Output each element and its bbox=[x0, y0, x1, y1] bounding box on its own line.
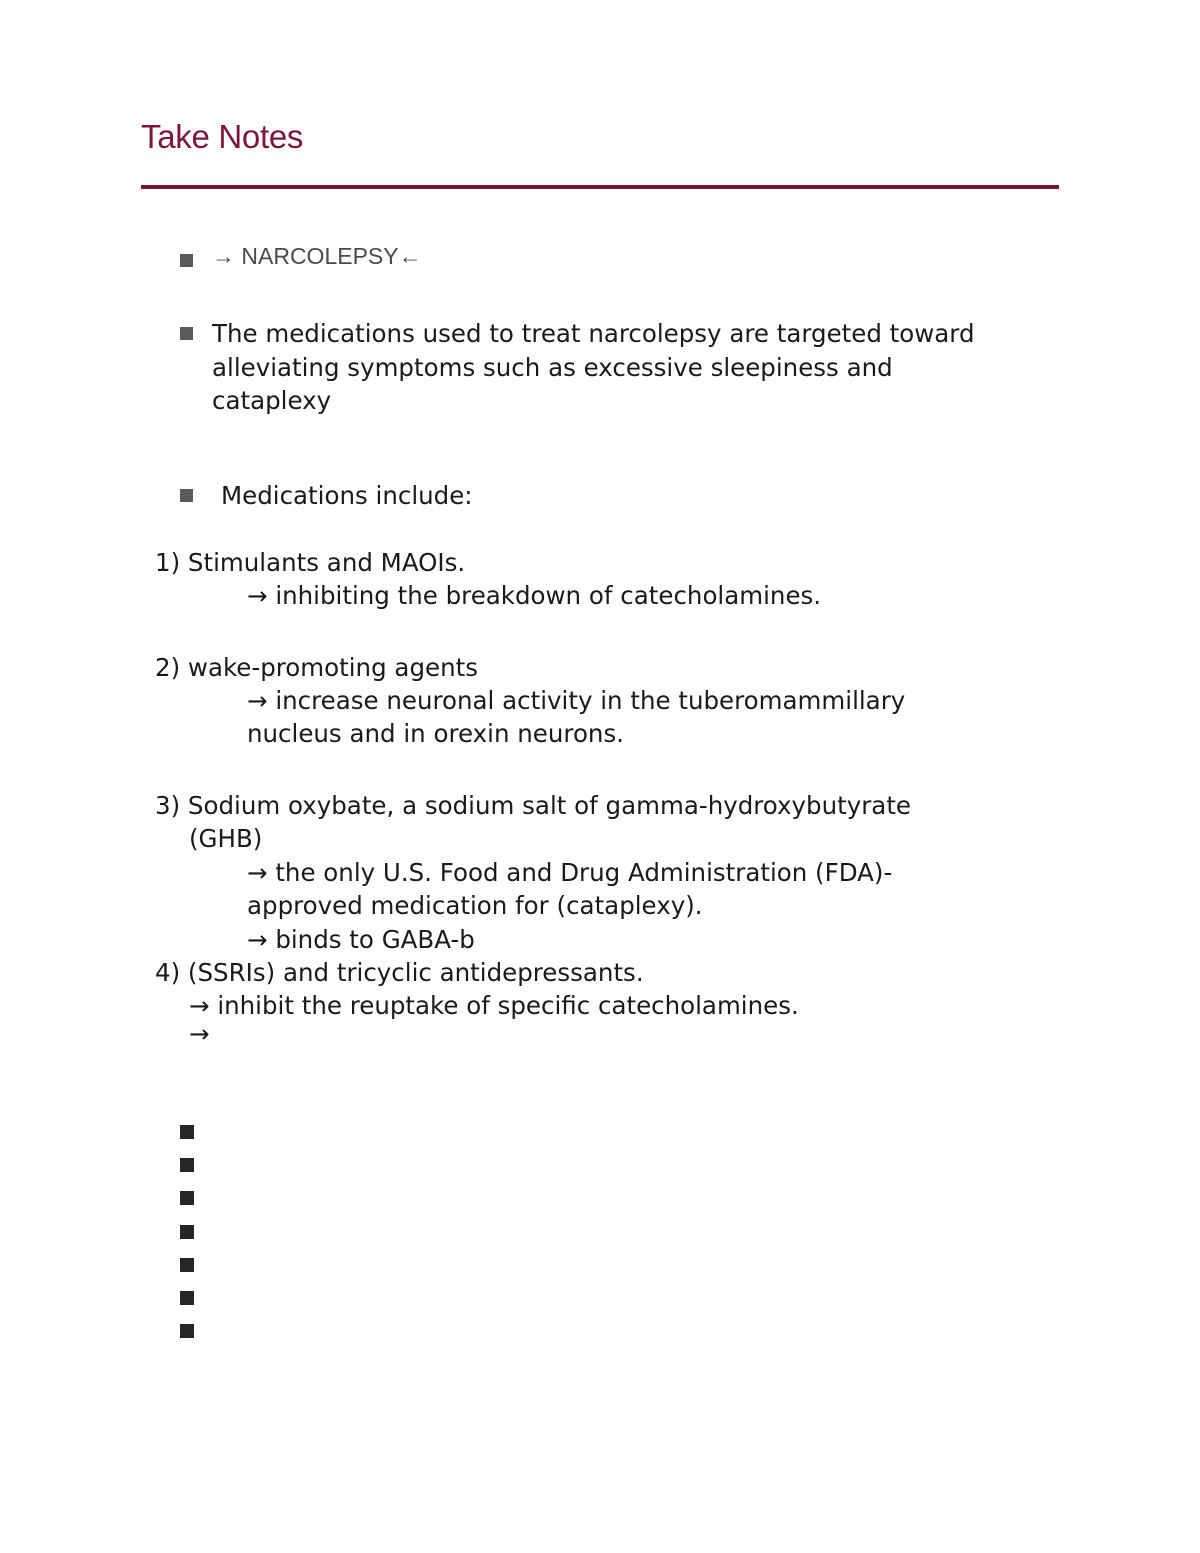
intro-line: alleviating symptoms such as excessive sleepiness and bbox=[212, 353, 893, 382]
list-bullet bbox=[180, 327, 193, 340]
title-divider bbox=[141, 185, 1059, 189]
intro-line: The medications used to treat narcolepsy are targeted toward bbox=[212, 319, 975, 348]
empty-bullet bbox=[180, 1125, 194, 1139]
empty-bullet bbox=[180, 1191, 194, 1205]
med-item-detail: → inhibit the reuptake of specific catecholamines. bbox=[189, 991, 799, 1020]
empty-bullet bbox=[180, 1258, 194, 1272]
med-item-label: 2) wake-promoting agents bbox=[155, 653, 478, 682]
med-item-detail: → binds to GABA-b bbox=[247, 925, 475, 954]
med-item-label: (GHB) bbox=[189, 824, 263, 853]
med-item-label: 4) (SSRIs) and tricyclic antidepressants. bbox=[155, 958, 644, 987]
list-bullet bbox=[180, 489, 193, 502]
med-item-detail: approved medication for (cataplexy). bbox=[247, 891, 703, 920]
section-heading: → NARCOLEPSY← bbox=[212, 243, 422, 269]
page-title: Take Notes bbox=[141, 118, 304, 155]
med-item-detail: → the only U.S. Food and Drug Administration (FDA)- bbox=[247, 858, 893, 887]
med-item-detail: → increase neuronal activity in the tuberomammillary bbox=[247, 686, 906, 715]
med-item-detail: nucleus and in orexin neurons. bbox=[247, 719, 625, 748]
empty-bullet bbox=[180, 1291, 194, 1305]
medications-label: Medications include: bbox=[221, 481, 473, 510]
intro-line: cataplexy bbox=[212, 386, 332, 415]
med-item-detail: → bbox=[189, 1019, 210, 1048]
med-item-detail: → inhibiting the breakdown of catecholamines. bbox=[247, 581, 822, 610]
empty-bullet bbox=[180, 1158, 194, 1172]
med-item-label: 1) Stimulants and MAOIs. bbox=[155, 548, 466, 577]
med-item-label: 3) Sodium oxybate, a sodium salt of gamma-hydroxybutyrate bbox=[155, 791, 911, 820]
empty-bullet bbox=[180, 1225, 194, 1239]
empty-bullet bbox=[180, 1324, 194, 1338]
list-bullet bbox=[180, 254, 193, 267]
